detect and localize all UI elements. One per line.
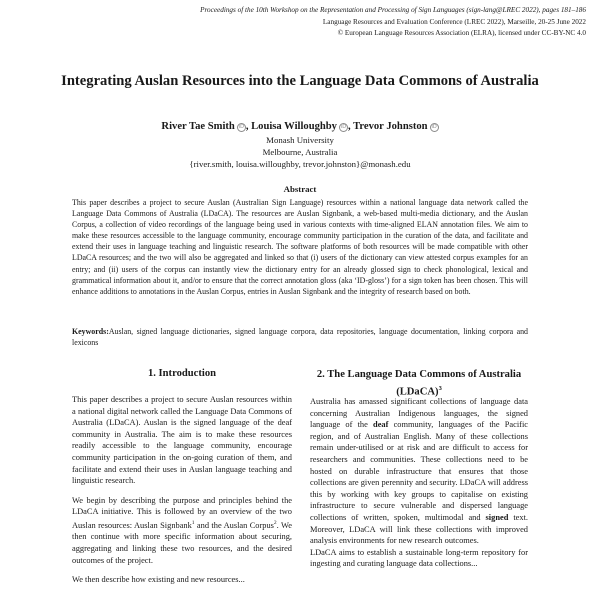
author-emails: {river.smith, louisa.willoughby, trevor.johnston}@monash.edu	[189, 159, 411, 170]
author-name: River Tae Smith	[161, 121, 235, 132]
header-line-1: Proceedings of the 10th Workshop on the Representation and Processing of Sign Languages (sign-lang@LREC 2022), pages 181–186	[200, 6, 586, 14]
orcid-icon[interactable]: iD	[238, 124, 244, 130]
keywords-text: Auslan, signed language dictionaries, signed language corpora, data repositories, language documentation, linking corpora and lexicons	[72, 327, 528, 348]
orcid-icon[interactable]: iD	[340, 124, 347, 130]
right-column	[310, 396, 528, 570]
header-line-3: © European Language Resources Association (ELRA), licensed under CC-BY-NC 4.0	[337, 29, 586, 38]
keywords	[72, 326, 528, 348]
section-2-heading	[310, 368, 528, 400]
abstract-text: This paper describes a project to secure Auslan (Australian Sign Language) resources within a national language data network called the Language Data Commons of Australia (LDaCA). The resources are Auslan Signbank, a web-based multi-media dictionary, and the Auslan Corpus, a collection of video recordings of the language being used in various contexts with time-aligned ELAN annotation files. We aim to make these resources accessible to the language community, encourage community participation in the curation of the data, and facilitate and extend their uses in language teaching and linguistic research. The software platforms of both resources will be made compatible with other LDaCA resources; and the two will also be aggregated and linked so that (i) users of the dictionary can view attested corpus examples for an entry; and (ii) users of the corpus can instantly view the dictionary entry for an already glossed sign to check phonological, lexical and grammatical information about it, and/or to ensure that the correct annotation gloss (aka ‘ID-gloss’) for a sign token has been chosen. This will enhance additions to annotations in the Auslan Corpus, entries in Auslan Signbank and the integrity of research based on both.	[72, 198, 528, 296]
author-name: Louisa Willoughby	[251, 121, 337, 132]
abstract-heading: Abstract	[283, 184, 317, 194]
section-2-title: 2. The Language Data Commons of Australia (LDaCA)	[316, 369, 522, 398]
left-column	[72, 394, 292, 594]
intro-paragraph-2: We begin by describing the purpose and principles behind the LDaCA initiative. This is followed by an overview of the two Auslan resources: Auslan Signbank$^1$ and the Auslan Corpus$^2$. We then continue with more specific information about securing, aggregating and linking these two resources, and the desired outcomes of the project.	[72, 495, 292, 565]
affiliation	[60, 134, 540, 171]
emphasis-signed: signed	[485, 512, 509, 522]
paper-title: Integrating Auslan Resources into the Language Data Commons of Australia	[61, 73, 539, 89]
intro-paragraph-1: This paper describes a project to secure Auslan resources within a national digital network called the Language Data Commons of Australia (LDaCA). Auslan is the signed language of the deaf community in Australia. The aim is to make these resources readily accessible to the language community, encourage community participation in the on-going curation of them, and facilitate and extend their uses in Auslan language teaching and linguistic research.	[72, 395, 292, 486]
ldaca-paragraph-2: LDaCA aims to establish a sustainable long-term repository for ingesting and curating language data collections...	[310, 547, 528, 569]
footnote-marker: 2	[273, 519, 277, 526]
header-line-2: Language Resources and Evaluation Conference (LREC 2022), Marseille, 20-25 June 2022	[322, 17, 586, 26]
footnote-marker: 3	[438, 385, 442, 392]
author-name: Trevor Johnston	[353, 121, 428, 132]
affiliation-city: Melbourne, Australia	[262, 147, 338, 158]
keywords-label: Keywords:	[72, 327, 109, 336]
affiliation-university: Monash University	[266, 135, 334, 145]
proceedings-header	[200, 5, 586, 40]
ldaca-paragraph-1: Australia has amassed significant collections of language data concerning Australian Indigenous languages, the signed language of the deaf community, languages of the Pacific region, and of Australian English. Many of these collections remain under-utilised or at risk and are difficult to access for researchers and communities. These collections need to be hosted on durable infrastructure that ensures that those collections are given perennity and security. LDaCA will address this by working with key groups to capitalise on existing infrastructure to secure vulnerable and dispersed language collections of written, spoken, multimodal and signed text. Moreover, LDaCA will link these collections with improved analysis environments for new research outcomes.	[310, 397, 529, 546]
section-1-heading: 1. Introduction	[147, 368, 217, 379]
author-list: River Tae Smith iD , Louisa Willoughby iD , Trevor Johnston iD	[161, 121, 437, 132]
intro-paragraph-3: We then describe how existing and new resources...	[72, 575, 245, 585]
footnote-marker: 1	[191, 519, 195, 526]
orcid-icon[interactable]: iD	[431, 124, 437, 130]
emphasis-deaf: deaf	[373, 420, 389, 430]
